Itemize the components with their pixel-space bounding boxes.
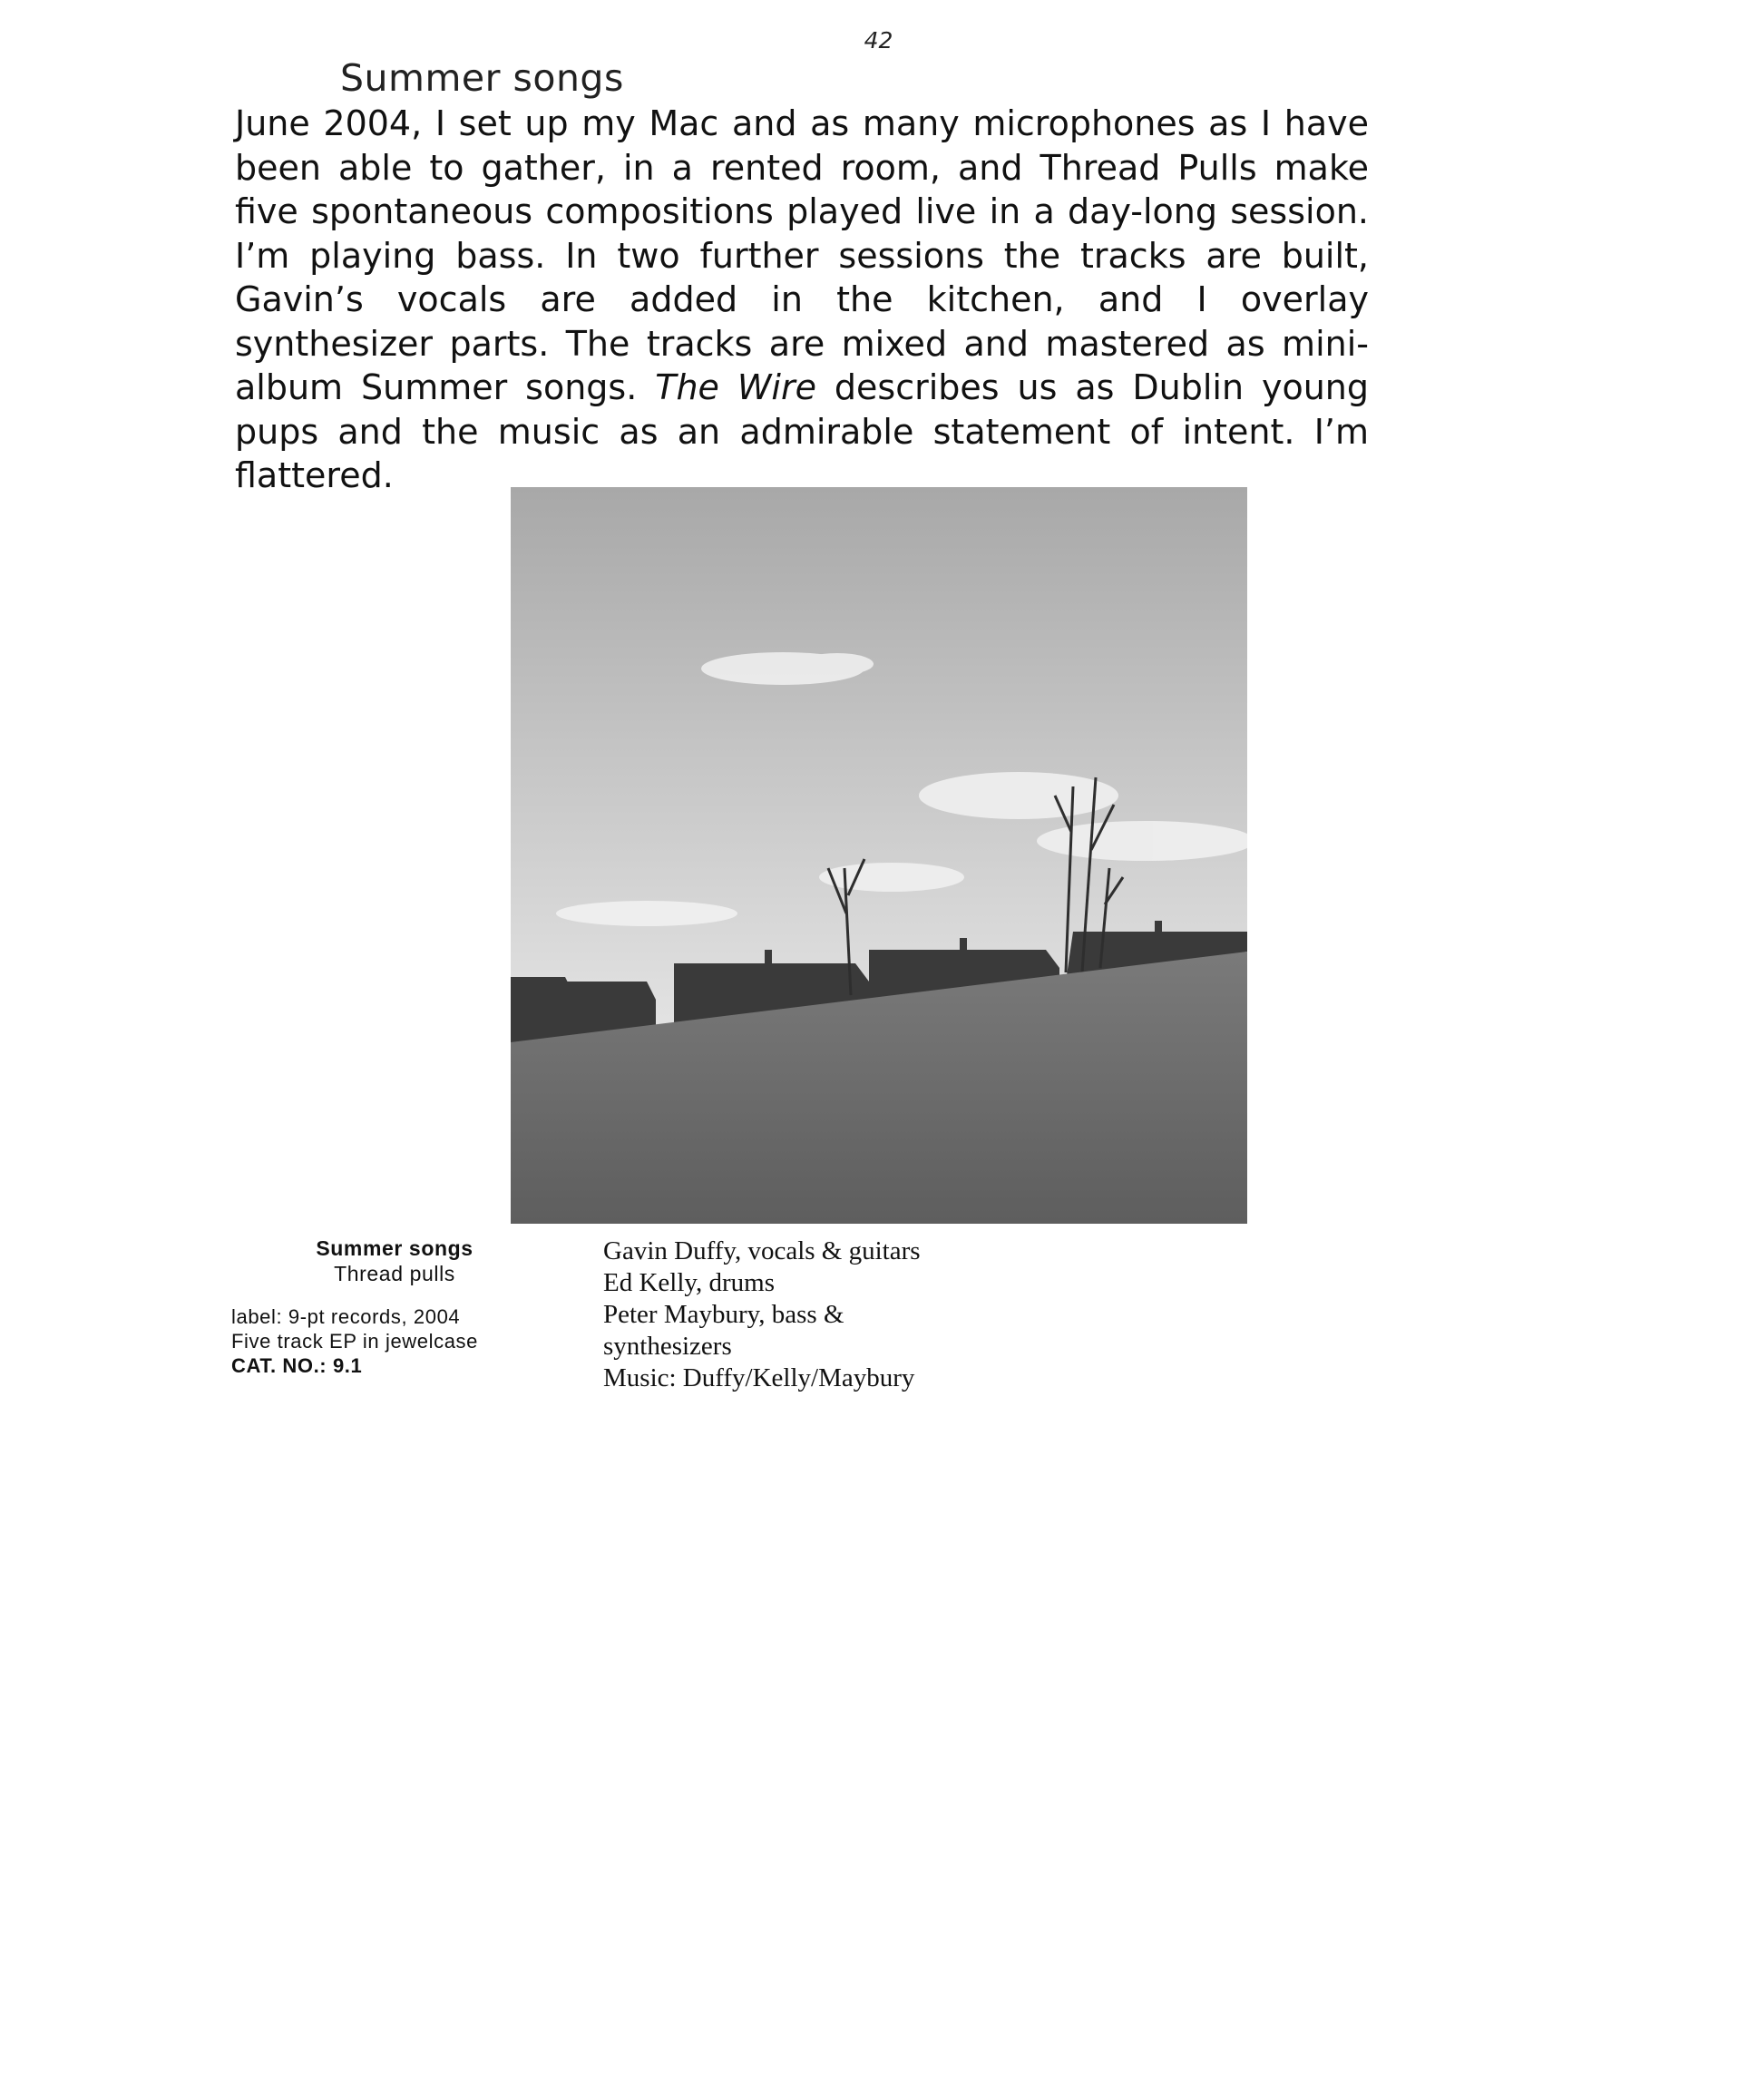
- catalog-number-value: 9.1: [332, 1354, 363, 1377]
- credit-line: Peter Maybury, bass &: [603, 1300, 844, 1329]
- credit-line: Music: Duffy/Kelly/Maybury: [603, 1363, 915, 1392]
- album-title: Summer songs: [316, 1236, 473, 1260]
- release-details: [231, 1304, 558, 1378]
- body-paragraph: [235, 102, 1369, 498]
- release-info: [231, 1236, 558, 1378]
- body-text-end: describes us as Dublin young pups and the music as an admirable statement of intent. I’m flattered.: [235, 367, 1370, 495]
- catalog-number: [231, 1353, 558, 1378]
- page-number: 42: [864, 27, 893, 54]
- catalog-number-label: CAT. NO.:: [231, 1354, 327, 1377]
- body-text-start: June 2004, I set up my Mac and as many microphones as I have been able to gather, in a rented room, and Thread Pulls make five spontaneous compositions played live in a day-long session. I’m playing bass. In two further sessions the tracks are built, Gavin’s vocals are added in the kitchen, and I overlay synthesizer parts. The tracks are mixed and mastered as mini-album Summer songs.: [235, 103, 1369, 407]
- section-title: Summer songs: [340, 56, 624, 100]
- credit-line: Ed Kelly, drums: [603, 1268, 776, 1297]
- label-line: label: 9-pt records, 2004: [231, 1305, 461, 1328]
- credit-line: synthesizers: [603, 1332, 732, 1361]
- credits: [603, 1236, 984, 1394]
- album-cover-photo: [511, 487, 1247, 1224]
- artist-name: Thread pulls: [334, 1262, 455, 1285]
- credit-line: Gavin Duffy, vocals & guitars: [603, 1236, 921, 1265]
- format-line: Five track EP in jewelcase: [231, 1330, 478, 1353]
- magazine-title: The Wire: [655, 367, 816, 407]
